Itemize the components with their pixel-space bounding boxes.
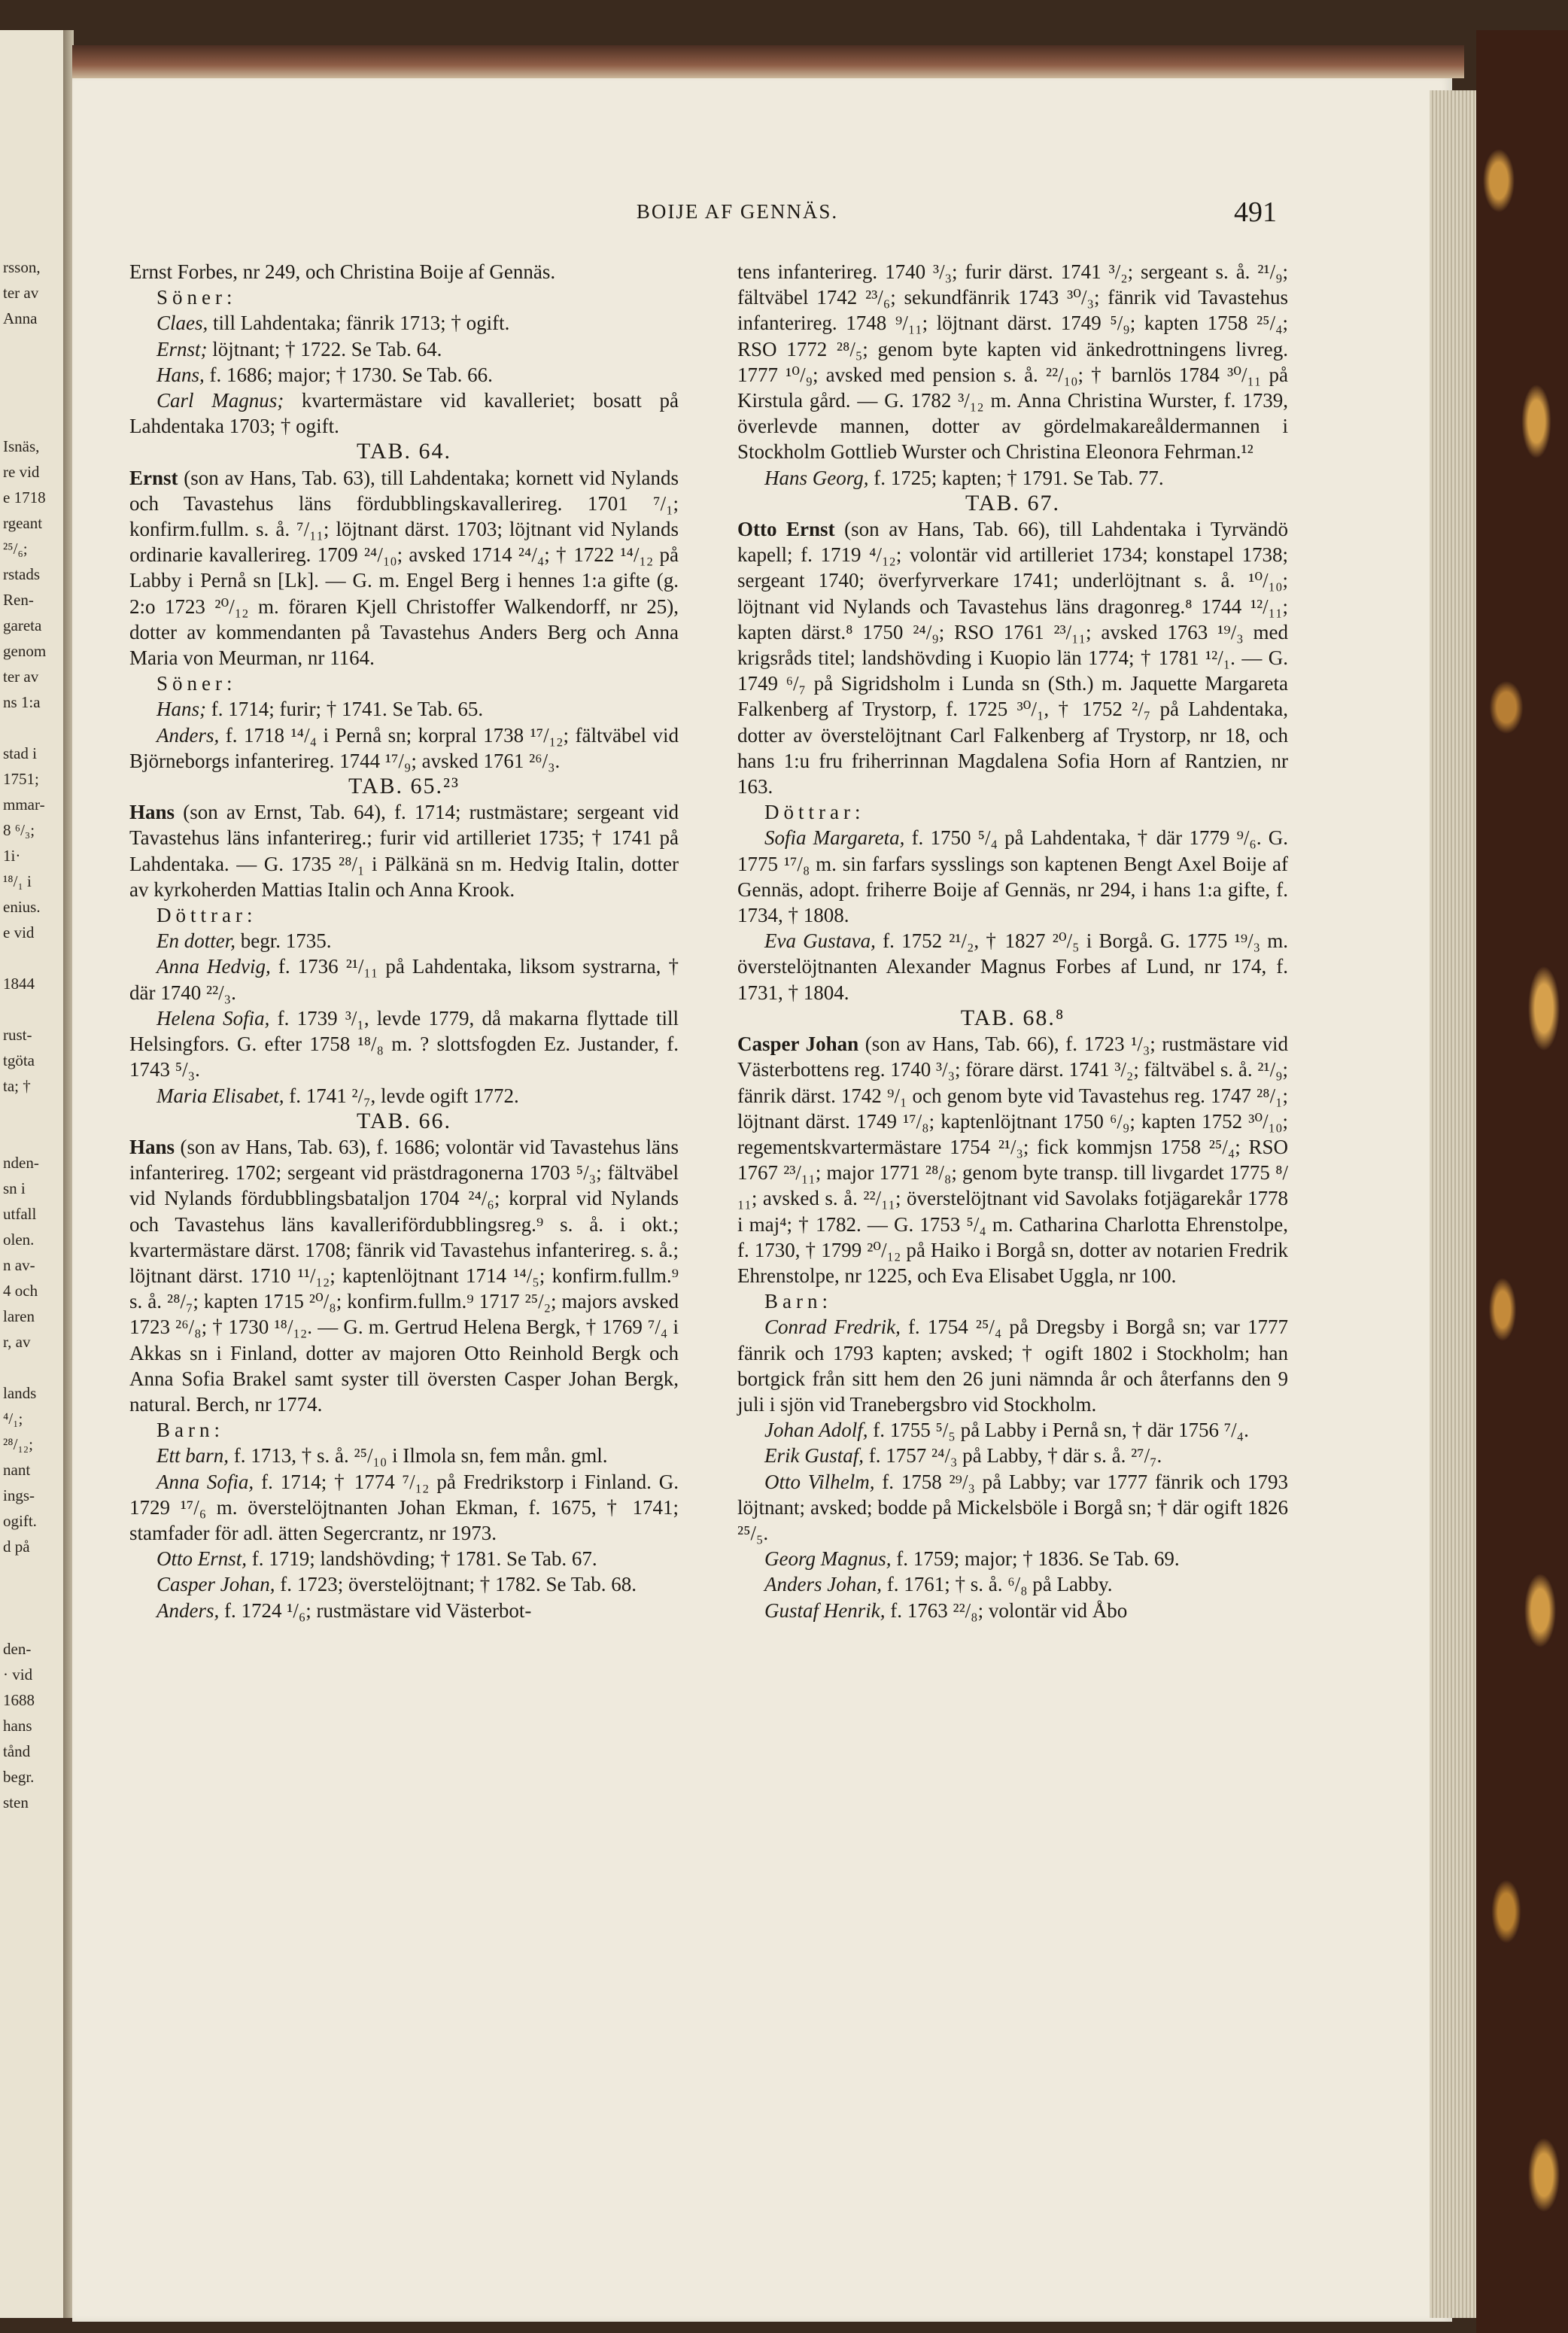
margin-fragment: rgeant (3, 514, 43, 532)
margin-fragment: stad i (3, 744, 37, 762)
person-name: Hans, (156, 363, 205, 386)
entry-text: (son av Hans, Tab. 63), till Lahdentaka; kornett vid Nylands och Tavastehus läns fördubblingskavallerireg. 1701 ⁷/₁; konfirm.fullm. s. å. ⁷/₁₁; löjtnant därst. 1703; löjtnant vid Nylands ordinarie kavallerireg. 1709 ²⁴/₁₀; avsked 1714 ²⁴/₄; † 1722 ¹⁴/₁₂ på Labby i Pernå sn [Lk]. — G. m. Engel Berg i hennes 1:a gifte (g. 2:o 1723 ²⁰/₁₂ m. föraren Kjell Christoffer Walkendorff, nr 25), dotter av kommendanten på Tavastehus Anders Berg och Anna Maria von Meurman, nr 1164. (129, 466, 679, 670)
margin-fragment: gareta (3, 616, 42, 634)
person-name: Anders Johan, (764, 1573, 882, 1596)
margin-fragment: nant (3, 1461, 31, 1479)
genealogy-entry (129, 336, 679, 362)
margin-fragment: Isnäs, (3, 437, 40, 455)
genealogy-entry (737, 516, 1288, 799)
entry-text: f. 1759; major; † 1836. Se Tab. 69. (891, 1547, 1180, 1571)
entry-text: TAB. 64. (356, 439, 452, 464)
person-name: Ernst; (156, 337, 208, 360)
table-heading (129, 439, 679, 464)
margin-fragment: r, av (3, 1333, 31, 1351)
genealogy-entry (129, 1083, 679, 1109)
page-edges (1430, 90, 1476, 2318)
left-column (129, 259, 679, 1623)
margin-fragment: Anna (3, 309, 38, 327)
entry-text: f. 1763 ²²/₈; volontär vid Åbo (885, 1598, 1128, 1622)
entry-name: Casper Johan (737, 1033, 859, 1056)
person-name: Gustaf Henrik, (764, 1598, 886, 1622)
entry-text: f. 1754 ²⁵/₄ på Dregsby i Borgå sn; var 1777 fänrik och 1793 kapten; avsked; † ogift 1802 i Stockholm; han bortgick från sitt hem den 26 juni nämnda år och återfanns den 9 juli i sjön vid Tranebergsbro vid Stockholm. (737, 1316, 1288, 1416)
genealogy-entry (737, 1571, 1288, 1597)
genealogy-entry (737, 1443, 1288, 1468)
genealogy-entry (737, 1314, 1288, 1417)
margin-fragment: e vid (3, 923, 35, 941)
entry-text: TAB. 65.²³ (348, 774, 460, 799)
entry-text: f. 1724 ¹/₆; rustmästare vid Västerbot- (219, 1598, 532, 1622)
entry-text: löjtnant; † 1722. Se Tab. 64. (207, 337, 442, 360)
section-label (129, 1417, 679, 1443)
section-label (129, 284, 679, 310)
margin-fragment: ings- (3, 1486, 35, 1504)
margin-fragment: rust- (3, 1026, 32, 1044)
person-name: Erik Gustaf, (764, 1444, 864, 1468)
margin-fragment: e 1718 (3, 488, 46, 506)
entry-text: f. 1761; † s. å. ⁶/₈ på Labby. (881, 1573, 1113, 1596)
facing-page-edge (0, 30, 63, 2318)
person-name: Sofia Margareta, (764, 826, 905, 850)
margin-fragment: genom (3, 642, 47, 660)
person-name: Hans Georg, (764, 466, 869, 489)
margin-fragment: 4 och (3, 1282, 38, 1300)
entry-text: (son av Ernst, Tab. 64), f. 1714; rustmästare; sergeant vid Tavastehus läns infanterireg.; furir vid artilleriet 1735; † 1741 på Lahdentaka. — G. 1735 ²⁸/₁ i Pälkänä sn m. Hedvig Italin, dotter av kyrkoherden Mattias Italin och Anna Krook. (129, 801, 679, 901)
genealogy-entry (129, 388, 679, 439)
entry-text: TAB. 67. (965, 490, 1061, 516)
margin-fragment: 8 ⁶/₃; (3, 821, 35, 839)
entry-text: f. 1752 ²¹/₂, † 1827 ²⁰/₅ i Borgå. G. 1775 ¹⁹/₃ m. överstelöjtnanten Alexander Magnus Forbes af Lund, nr 174, f. 1731, † 1804. (737, 929, 1288, 1004)
margin-fragment: Ren- (3, 591, 34, 609)
entry-text: (son av Hans, Tab. 66), till Lahdentaka i Tyrvändö kapell; f. 1719 ⁴/₁₂; volontär vid artilleriet 1734; konstapel 1738; sergeant 1740; överfyrverkare 1741; underlöjtnant s. å. ¹⁰/₁₀; löjtnant vid Nylands och Tavastehus läns dragonreg.⁸ 1744 ¹²/₁₁; kapten därst.⁸ 1750 ²⁴/₉; RSO 1761 ²³/₁₁; avsked 1763 ¹⁹/₃ med krigsråds titel; landshövding i Kuopio län 1774; † 1781 ¹²/₁. — G. 1749 ⁶/₇ på Sigridsholm i Lunda sn (Sth.) m. Jaquette Margareta Falkenberg af Trystorp, f. 1725 ³⁰/₁, † 1752 ²/₇ på Lahdentaka, dotter av överstelöjtnant Carl Falkenberg af Trystorp, nr 18, och hans 1:u fru friherrinnan Magdalena Sofia Horn af Rantzien, nr 163. (737, 518, 1288, 798)
page-number: 491 (1234, 196, 1277, 228)
person-name: Anders, (156, 723, 220, 747)
margin-fragment: ter av (3, 284, 39, 302)
entry-name: Otto Ernst (737, 518, 835, 541)
margin-fragment: laren (3, 1307, 35, 1325)
genealogy-entry (129, 799, 679, 902)
margin-fragment: utfall (3, 1205, 37, 1223)
person-name: Ett barn, (156, 1444, 229, 1468)
entry-text: Barn: (156, 1419, 224, 1442)
margin-fragment: 1688 (3, 1691, 35, 1709)
entry-text: f. 1736 ²¹/₁₁ på Lahdentaka, liksom systrarna, † där 1740 ²²/₃. (129, 955, 679, 1004)
entry-text: TAB. 66. (356, 1108, 452, 1133)
page-top-shadow (72, 45, 1464, 78)
margin-fragment: ²⁸/₁₂; (3, 1435, 33, 1453)
margin-fragment: d på (3, 1538, 30, 1556)
margin-fragment: ta; † (3, 1077, 31, 1095)
section-label (129, 671, 679, 696)
table-heading (737, 1005, 1288, 1031)
margin-fragment: ²⁵/₆; (3, 540, 28, 558)
genealogy-entry (129, 1598, 679, 1623)
section-label (737, 1288, 1288, 1314)
margin-fragment: nden- (3, 1154, 39, 1172)
margin-fragment: tånd (3, 1742, 31, 1760)
genealogy-entry (129, 928, 679, 954)
section-label (129, 902, 679, 928)
entry-text: Döttrar: (156, 904, 257, 927)
entry-text: f. 1723; överstelöjtnant; † 1782. Se Tab. 68. (275, 1573, 637, 1596)
margin-fragment: 1i· (3, 847, 21, 865)
genealogy-entry (129, 1134, 679, 1417)
margin-fragment: ogift. (3, 1512, 37, 1530)
section-label (737, 799, 1288, 825)
person-name: Georg Magnus, (764, 1547, 892, 1571)
genealogy-entry (129, 696, 679, 722)
table-heading (129, 774, 679, 799)
entry-text: (son av Hans, Tab. 63), f. 1686; volontär vid Tavastehus läns infanterireg. 1702; sergeant vid prästdragonerna 1703 ⁵/₃; fältväbel vid Nylands fördubblingsbataljon 1704 ²⁴/₆; korpral vid Nylands och Tavastehus läns kavallerifördubblingsreg.⁹ s. å. i okt.; kvartermästare därst. 1708; fänrik vid Tavastehus infanterireg. s. å.; löjtnant därst. 1710 ¹¹/₁₂; kaptenlöjtnant 1714 ¹⁴/₅; konfirm.fullm.⁹ s. å. ²⁸/₇; kapten 1715 ²⁰/₈; konfirm.fullm.⁹ 1717 ²⁵/₂; majors avsked 1723 ²⁶/₈; † 1730 ¹⁸/₁₂. — G. m. Gertrud Helena Bergk, † 1769 ⁷/₄ i Akkas sn i Finland, dotter av majoren Otto Reinhold Bergk och Anna Sofia Brakel samt syster till översten Casper Johan Bergk, natural. Berch, nr 1774. (129, 1135, 679, 1416)
margin-fragment: rsson, (3, 258, 41, 276)
entry-text: Barn: (764, 1290, 832, 1313)
genealogy-entry (129, 1546, 679, 1571)
genealogy-entry (129, 722, 679, 774)
margin-fragment: n av- (3, 1256, 35, 1274)
person-name: Hans; (156, 698, 206, 721)
margin-fragment: sten (3, 1793, 29, 1811)
genealogy-entry (737, 825, 1288, 928)
table-heading (737, 491, 1288, 516)
person-name: Helena Sofia, (156, 1006, 270, 1030)
person-name: Claes, (156, 312, 208, 335)
person-name: Eva Gustava, (764, 929, 876, 953)
genealogy-entry (129, 1469, 679, 1547)
genealogy-entry (129, 1005, 679, 1083)
margin-fragment: ns 1:a (3, 693, 41, 711)
genealogy-entry (737, 1469, 1288, 1547)
margin-fragment: 1751; (3, 770, 39, 788)
person-name: Maria Elisabet, (156, 1084, 284, 1107)
entry-text: begr. 1735. (236, 929, 332, 953)
entry-text: f. 1755 ⁵/₅ på Labby i Pernå sn, † där 1756 ⁷/₄. (868, 1419, 1249, 1442)
entry-text: f. 1725; kapten; † 1791. Se Tab. 77. (868, 466, 1164, 489)
entry-text: f. 1686; major; † 1730. Se Tab. 66. (204, 363, 493, 386)
margin-fragment: begr. (3, 1768, 35, 1786)
entry-name: Hans (129, 1135, 175, 1158)
running-head: BOIJE AF GENNÄS. (636, 200, 839, 223)
entry-text: f. 1718 ¹⁴/₄ i Pernå sn; korpral 1738 ¹⁷/₁₂; fältväbel vid Björneborgs infanterireg. 1744 ¹⁷/₉; avsked 1761 ²⁶/₃. (129, 723, 679, 772)
person-name: Johan Adolf, (764, 1419, 868, 1442)
margin-fragment: 1844 (3, 975, 35, 993)
margin-fragment: ¹⁸/₁ i (3, 872, 32, 890)
entry-text: till Lahdentaka; fänrik 1713; † ogift. (208, 312, 510, 335)
margin-fragment: hans (3, 1717, 32, 1735)
entry-text: (son av Hans, Tab. 66), f. 1723 ¹/₃; rustmästare vid Västerbottens reg. 1740 ³/₃; förare därst. 1741 ³/₂; fältväbel s. å. ²¹/₉; fänrik därst. 1742 ⁹/₁ och genom byte vid Tavastehus reg. 1747 ²⁸/₁; löjtnant därst. 1749 ¹⁷/₈; kaptenlöjtnant 1750 ⁶/₉; kapten 1752 ³⁰/₁₀; regementskvartermästare 1754 ²¹/₃; fick kommjsn 1758 ²⁵/₄; RSO 1767 ²³/₁₁; major 1771 ²⁸/₈; genom byte transp. till livgardet 1775 ⁸/₁₁; avsked s. å. ²²/₁₁; överstelöjtnant vid Savolaks fotjägarekår 1778 i maj⁴; † 1782. — G. 1753 ⁵/₄ m. Catharina Charlotta Ehrenstolpe, f. 1730, † 1799 ²⁰/₁₂ på Haiko i Borgå sn, dotter av notarien Fredrik Ehrenstolpe, nr 1225, och Eva Elisabet Uggla, nr 100. (737, 1033, 1288, 1287)
person-name: Otto Ernst, (156, 1547, 248, 1571)
entry-text: Söner: (156, 672, 237, 695)
genealogy-entry (129, 1443, 679, 1468)
entry-name: Ernst (129, 466, 178, 489)
person-name: Casper Johan, (156, 1573, 275, 1596)
person-name: Otto Vilhelm, (764, 1470, 875, 1493)
person-name: Carl Magnus; (156, 389, 284, 412)
entry-text: f. 1750 ⁵/₄ på Lahdentaka, † där 1779 ⁹/₆. G. 1775 ¹⁷/₈ m. sin farfars sysslings son kaptenen Bengt Axel Boije af Gennäs, adopt. friherre Boije af Gennäs, nr 294, i hans 1:a gifte, f. 1734, † 1808. (737, 826, 1288, 927)
person-name: Anna Sofia, (156, 1470, 254, 1493)
entry-text: kvartermästare vid kavalleriet; bosatt på Lahdentaka 1703; † ogift. (129, 389, 679, 438)
entry-text: TAB. 68.⁸ (960, 1005, 1065, 1030)
person-name: Conrad Fredrik, (764, 1316, 901, 1339)
person-name: Anders, (156, 1598, 220, 1622)
person-name: Anna Hedvig, (156, 955, 271, 978)
margin-fragment: enius. (3, 898, 41, 916)
entry-name: Hans (129, 801, 175, 824)
entry-text: f. 1757 ²⁴/₃ på Labby, † där s. å. ²⁷/₇. (864, 1444, 1162, 1468)
book-cover-edge (1476, 30, 1568, 2333)
entry-text: Döttrar: (764, 801, 865, 824)
entry-text: f. 1758 ²⁹/₃ på Labby; var 1777 fänrik och 1793 löjtnant; avsked; bodde på Mickelsböle i Borgå sn; † där ogift 1826 ²⁵/₅. (737, 1470, 1288, 1544)
genealogy-entry (129, 259, 679, 284)
genealogy-entry (129, 465, 679, 671)
margin-fragment: den- (3, 1640, 32, 1658)
entry-text: f. 1739 ³/₁, levde 1779, då makarna flyttade till Helsingfors. G. efter 1758 ¹⁸/₈ m. ? slottsfogden Ez. Justander, f. 1743 ⁵/₃. (129, 1006, 679, 1081)
margin-fragment: sn i (3, 1179, 26, 1197)
person-name: En dotter, (156, 929, 236, 953)
entry-text: f. 1741 ²/₇, levde ogift 1772. (284, 1084, 519, 1107)
genealogy-entry (737, 1031, 1288, 1288)
margin-fragment: re vid (3, 463, 40, 481)
entry-text: tens infanterireg. 1740 ³/₃; furir därst. 1741 ³/₂; sergeant s. å. ²¹/₉; fältväbel 1742 ²³/₆; sekundfänrik 1743 ³⁰/₃; fänrik vid Tavastehus infanterireg. 1748 ⁹/₁₁; löjtnant därst. 1749 ⁵/₉; kapten 1758 ²⁵/₄; RSO 1772 ²⁸/₅; genom byte kapten vid änkedrottningens livreg. 1777 ¹⁰/₉; avsked med pension s. å. ²²/₁₀; † barnlös 1784 ³⁰/₁₁ på Kirstula gård. — G. 1782 ³/₁₂ m. Anna Christina Wurster, f. 1739, överlevde mannen, dotter av gördelmakareåldermannen i Stockholm Gottlieb Wurster och Christina Eleonora Fehrman.¹² (737, 260, 1288, 464)
genealogy-entry (737, 259, 1288, 465)
genealogy-entry (737, 1417, 1288, 1443)
margin-fragment: ⁴/₁; (3, 1410, 23, 1428)
margin-fragment: olen. (3, 1230, 35, 1249)
margin-fragment: ter av (3, 668, 39, 686)
genealogy-entry (737, 465, 1288, 491)
margin-fragment: lands (3, 1384, 37, 1402)
margin-fragment: rstads (3, 565, 40, 583)
entry-text: Ernst Forbes, nr 249, och Christina Boije af Gennäs. (129, 260, 556, 283)
genealogy-entry (129, 1571, 679, 1597)
margin-fragment: tgöta (3, 1051, 35, 1069)
genealogy-entry (737, 1546, 1288, 1571)
right-column (737, 259, 1288, 1623)
entry-text: f. 1714; furir; † 1741. Se Tab. 65. (206, 698, 484, 721)
genealogy-entry (129, 362, 679, 388)
entry-text: f. 1719; landshövding; † 1781. Se Tab. 67. (247, 1547, 597, 1571)
genealogy-entry (129, 954, 679, 1005)
entry-text: Söner: (156, 286, 237, 309)
margin-fragment: mmar- (3, 795, 45, 814)
genealogy-entry (737, 1598, 1288, 1623)
entry-text: f. 1713, † s. å. ²⁵/₁₀ i Ilmola sn, fem mån. gml. (229, 1444, 608, 1468)
genealogy-entry (129, 310, 679, 336)
genealogy-entry (737, 928, 1288, 1005)
entry-text: f. 1714; † 1774 ⁷/₁₂ på Fredrikstorp i Finland. G. 1729 ¹⁷/₆ m. överstelöjtnanten Johan Ekman, f. 1675, † 1741; stamfader för adl. ätten Segercrantz, nr 1973. (129, 1470, 679, 1544)
table-heading (129, 1109, 679, 1134)
margin-fragment: · vid (3, 1665, 33, 1684)
